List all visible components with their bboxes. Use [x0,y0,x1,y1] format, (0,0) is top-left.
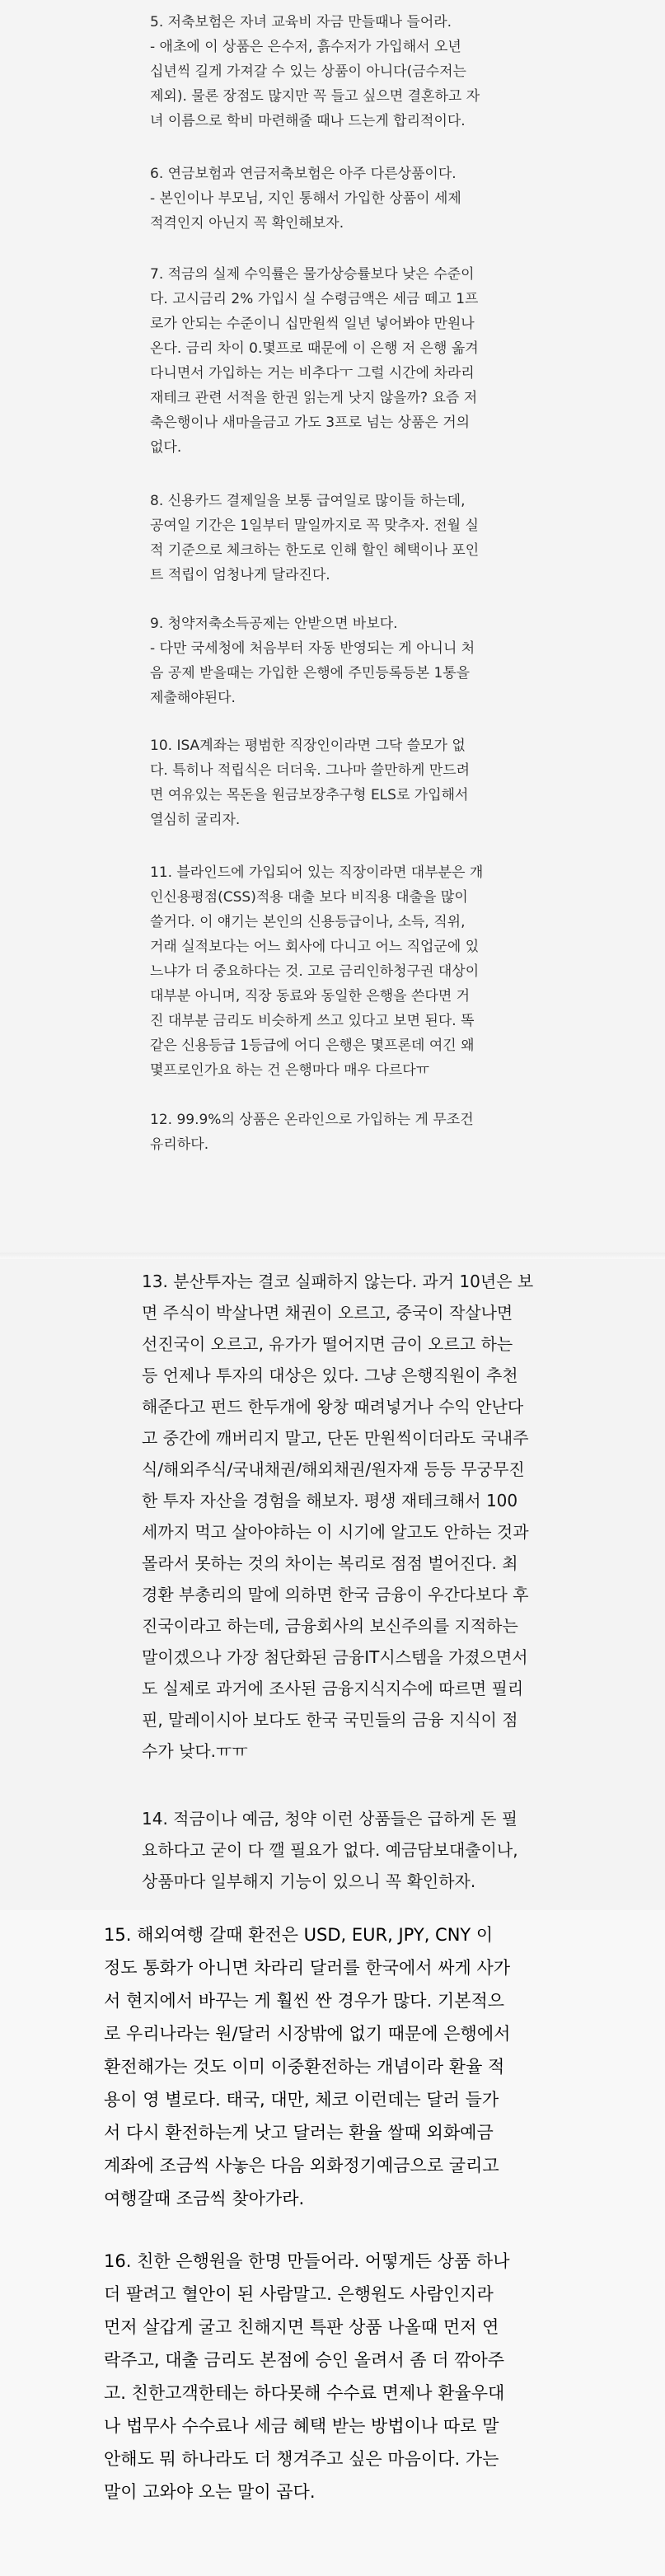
tip-16: 16. 친한 은행원을 한명 만들어라. 어떻게든 상품 하나 더 팔려고 혈안이 된 사람말고. 은행원도 사람인지라 먼저 살갑게 굴고 친해지면 특판 상품 나올때 먼저 연 락주고, 대출 금리도 본점에 승인 올려서 좀 더 깎아주 고. 친한고객한테는 하다못해 수수료 면제나 환율우대 나 법무사 수수료나 세금 혜택 받는 방법이나 따로 말 안해도 뭐 하나라도 더 챙겨주고 싶은 마음이다. 가는 말이 고와야 오는 말이 곱다. [104,2251,510,2502]
second-screenshot-section [0,1259,665,1910]
tip-6: 6. 연금보험과 연금저축보험은 아주 다른상품이다. - 본인이나 부모님, 지인 통해서 가입한 상품이 세제 적격인지 아닌지 꼭 확인해보자. [150,166,461,232]
tip-8: 8. 신용카드 결제일을 보통 급여일로 많이들 하는데, 공여일 기간은 1일부터 말일까지로 꼭 맞추자. 전월 실 적 기준으로 체크하는 한도로 인해 할인 혜택이나 포인 트 적립이 엄청나게 달라진다. [150,493,480,583]
tip-13: 13. 분산투자는 결코 실패하지 않는다. 과거 10년은 보 면 주식이 박살나면 채권이 오르고, 중국이 작살나면 선진국이 오르고, 유가가 떨어지면 금이 오르고 하는 등 언제나 투자의 대상은 있다. 그냥 은행직원이 추천 해준다고 펀드 한두개에 왕창 때려넣거나 수익 안난다 고 중간에 깨버리지 말고, 단돈 만원씩이더라도 국내주 식/해외주식/국내채권/해외채권/원자재 등등 무궁무진 한 투자 자산을 경험을 해보자. 평생 재테크해서 100 세까지 먹고 살아야하는 이 시기에 알고도 안하는 것과 몰라서 못하는 것의 차이는 복리로 점점 벌어진다. 최 경환 부총리의 말에 의하면 한국 금융이 우간다보다 후 진국이라고 하는데, 금융회사의 보신주의를 지적하는 말이겠으나 가장 첨단화된 금융IT시스템을 가졌으면서 도 실제로 과거에 조사된 금융지식지수에 따르면 필리 핀, 말레이시아 보다도 한국 국민들의 금융 지식이 점 수가 낮다.ㅠㅠ [142,1272,534,1761]
third-screenshot-section [0,1910,665,2576]
tip-5: 5. 저축보험은 자녀 교육비 자금 만들때나 들어라. - 애초에 이 상품은 은수저, 흙수저가 가입해서 오년 십년씩 길게 가져갈 수 있는 상품이 아니다(금수저는 제외). 물론 장점도 많지만 꼭 들고 싶으면 결혼하고 자 녀 이름으로 학비 마련해줄 때나 드는게 합리적이다. [150,14,480,129]
tip-7: 7. 적금의 실제 수익률은 물가상승률보다 낮은 수준이 다. 고시금리 2% 가입시 실 수령금액은 세금 떼고 1프 로가 안되는 수준이니 십만원씩 일년 넣어봐야 만원나 온다. 금리 차이 0.몇프로 때문에 이 은행 저 은행 옮겨 다니면서 가입하는 거는 비추다ㅜ 그럴 시간에 차라리 재테크 관련 서적을 한권 읽는게 낫지 않을까? 요즘 저 축은행이나 새마을금고 가도 3프로 넘는 상품은 거의 없다. [150,266,479,456]
tip-11: 11. 블라인드에 가입되어 있는 직장이라면 대부분은 개 인신용평점(CSS)적용 대출 보다 비직용 대출을 많이 쓸거다. 이 얘기는 본인의 신용등급이나, 소득, 직위, 거래 실적보다는 어느 회사에 다니고 어느 직업군에 있 느냐가 더 중요하다는 것. 고로 금리인하청구권 대상이 대부분 아니며, 직장 동료와 동일한 은행을 쓴다면 거 진 대부분 금리도 비슷하게 쓰고 있다고 보면 된다. 똑 같은 신용등급 1등급에 어디 은행은 몇프론데 여긴 왜 몇프로인가요 하는 건 은행마다 매우 다르다ㅠ [150,864,484,1079]
tip-10: 10. ISA계좌는 평범한 직장인이라면 그닥 쓸모가 없 다. 특히나 적립식은 더더욱. 그나마 쓸만하게 만드려 면 여유있는 목돈을 원금보장추구형 ELS로 가입해서 열심히 굴리자. [150,738,471,828]
tip-12: 12. 99.9%의 상품은 온라인으로 가입하는 게 무조건 유리하다. [150,1112,474,1153]
tip-15: 15. 해외여행 갈때 환전은 USD, EUR, JPY, CNY 이 정도 통화가 아니면 차라리 달러를 한국에서 싸게 사가 서 현지에서 바꾸는 게 훨씬 싼 경우가 많다. 기본적으 로 우리나라는 원/달러 시장밖에 없기 때문에 은행에서 환전해가는 것도 이미 이중환전하는 개념이라 환율 적 용이 영 별로다. 태국, 대만, 체코 이런데는 달러 들가 서 다시 환전하는게 낫고 달러는 환율 쌀때 외화예금 계좌에 조금씩 사놓은 다음 외화정기예금으로 굴리고 여행갈때 조금씩 찾아가라. [104,1925,511,2208]
tip-14: 14. 적금이나 예금, 청약 이런 상품들은 급하게 돈 필 요하다고 굳이 다 깰 필요가 없다. 예금담보대출이나, 상품마다 일부해지 기능이 있으니 꼭 확인하자. [142,1809,518,1891]
tip-9: 9. 청약저축소득공제는 안받으면 바보다. - 다만 국세청에 처음부터 자동 반영되는 게 아니니 처 음 공제 받을때는 가입한 은행에 주민등록등본 1통을 제출해야된다. [150,616,475,706]
first-screenshot-section [0,0,665,1253]
